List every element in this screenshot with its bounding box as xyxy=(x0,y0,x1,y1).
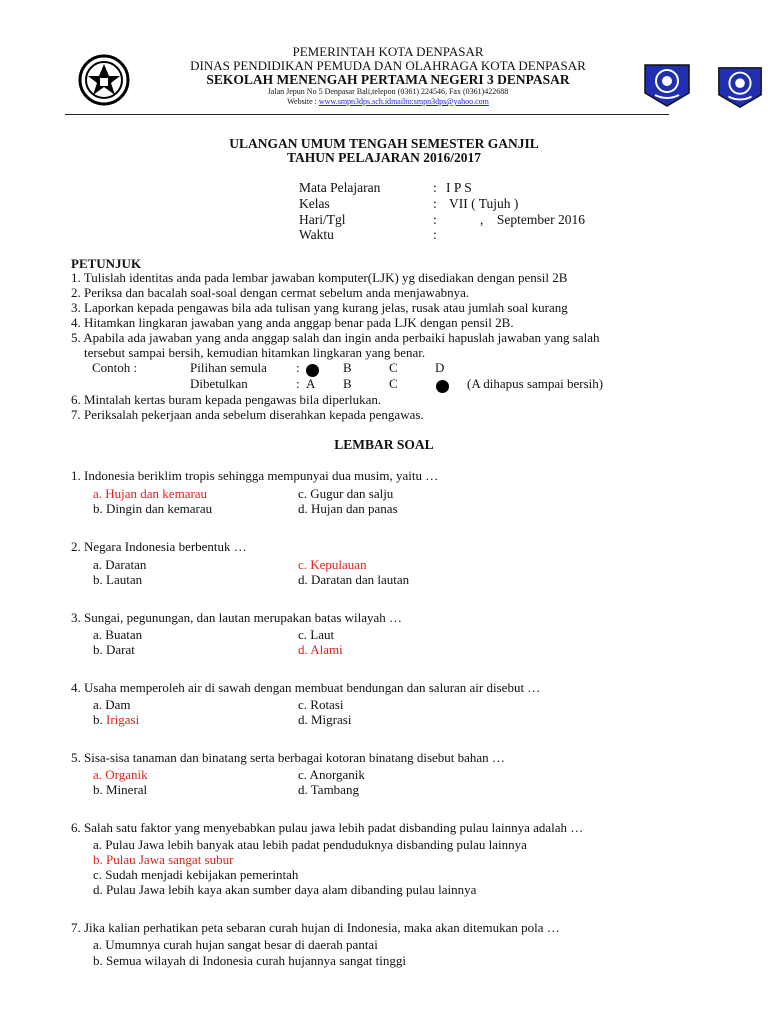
instruction-item: tersebut sampai bersih, kemudian hitamkan lingkaran yang benar. xyxy=(84,345,426,360)
school-emblem-icon xyxy=(641,63,693,108)
answer-option: d. Alami xyxy=(298,642,343,657)
header-divider xyxy=(65,114,669,115)
header-website: Website : www.smpn3dps.sch.idmailto:smpn3dps@yahoo.com xyxy=(287,97,489,106)
option-b-label: B xyxy=(343,360,352,375)
answer-option: d. Tambang xyxy=(298,782,359,797)
answer-option: a. Hujan dan kemarau xyxy=(93,486,208,501)
dibetulkan-colon: : xyxy=(296,376,300,391)
question-text: 1. Indonesia beriklim tropis sehingga mempunyai dua musim, yaitu … xyxy=(71,468,439,483)
info-value: I P S xyxy=(446,180,472,195)
header-department: DINAS PENDIDIKAN PEMUDA DAN OLAHRAGA KOTA DENPASAR xyxy=(190,58,586,73)
instruction-item: 2. Periksa dan bacalah soal-soal dengan cermat sebelum anda menjawabnya. xyxy=(71,285,470,300)
answer-option: a. Umumnya curah hujan sangat besar di daerah pantai xyxy=(93,937,378,952)
dibetulkan-label: Dibetulkan xyxy=(190,376,248,391)
info-colon: : xyxy=(433,196,437,211)
info-label: Kelas xyxy=(299,196,330,211)
info-value: , September 2016 xyxy=(480,212,585,227)
instruction-item: 1. Tulislah identitas anda pada lembar jawaban komputer(LJK) yg disediakan dengan pensil 2B xyxy=(71,270,568,285)
answer-option: a. Pulau Jawa lebih banyak atau lebih padat penduduknya disbanding pulau lainnya xyxy=(93,837,527,852)
answer-option: d. Daratan dan lautan xyxy=(298,572,410,587)
instruction-item: 6. Mintalah kertas buram kepada pengawas bila diperlukan. xyxy=(71,392,382,407)
answer-option: a. Organik xyxy=(93,767,148,782)
answer-option: c. Sudah menjadi kebijakan pemerintah xyxy=(93,867,299,882)
exam-year: TAHUN PELAJARAN 2016/2017 xyxy=(286,150,481,165)
info-colon: : xyxy=(433,227,437,242)
option-c-label: C xyxy=(389,360,398,375)
instruction-item: 5. Apabila ada jawaban yang anda anggap salah dan ingin anda perbaiki hapuslah jawaban yang salah xyxy=(71,330,600,345)
instruction-item: 4. Hitamkan lingkaran jawaban yang anda anggap benar pada LJK dengan pensil 2B. xyxy=(71,315,514,330)
email-link[interactable]: mailto:smpn3dps@yahoo.com xyxy=(391,97,489,106)
answer-option: c. Gugur dan salju xyxy=(298,486,394,501)
info-label: Waktu xyxy=(299,227,334,242)
info-colon: : xyxy=(433,212,437,227)
answer-option: d. Pulau Jawa lebih kaya akan sumber daya alam dibanding pulau lainnya xyxy=(93,882,477,897)
instruction-item: 7. Periksalah pekerjaan anda sebelum diserahkan kepada pengawas. xyxy=(71,407,424,422)
answer-option: b. Semua wilayah di Indonesia curah hujannya sangat tinggi xyxy=(93,953,407,968)
info-label: Hari/Tgl xyxy=(299,212,346,227)
answer-option: b. Mineral xyxy=(93,782,148,797)
info-colon: : xyxy=(433,180,437,195)
info-value: VII ( Tujuh ) xyxy=(449,196,519,211)
info-label: Mata Pelajaran xyxy=(299,180,381,195)
header-government: PEMERINTAH KOTA DENPASAR xyxy=(292,44,484,59)
answer-option: c. Anorganik xyxy=(298,767,365,782)
question-text: 6. Salah satu faktor yang menyebabkan pulau jawa lebih padat disbanding pulau lainnya adalah … xyxy=(71,820,584,835)
lembar-soal-heading: LEMBAR SOAL xyxy=(334,437,434,452)
question-text: 3. Sungai, pegunungan, dan lautan merupakan batas wilayah … xyxy=(71,610,403,625)
header-address: Jalan Jepun No 5 Denpasar Bali,telepon (0361) 224546, Fax (0361)422688 xyxy=(267,87,509,96)
question-text: 2. Negara Indonesia berbentuk … xyxy=(71,539,247,554)
garuda-emblem-icon xyxy=(76,54,132,106)
answer-option: d. Migrasi xyxy=(298,712,352,727)
answer-option: b. Darat xyxy=(93,642,135,657)
semula-colon: : xyxy=(296,360,300,375)
question-text: 4. Usaha memperoleh air di sawah dengan membuat bendungan dan saluran air disebut … xyxy=(71,680,541,695)
option-c-label: C xyxy=(389,376,398,391)
answer-option: c. Laut xyxy=(298,627,335,642)
answer-option: b. Irigasi xyxy=(93,712,140,727)
semula-label: Pilihan semula xyxy=(190,360,267,375)
school-emblem-icon xyxy=(715,65,765,110)
petunjuk-heading: PETUNJUK xyxy=(71,256,142,271)
answer-option: b. Dingin dan kemarau xyxy=(93,501,213,516)
contoh-label: Contoh : xyxy=(92,360,138,375)
option-a-label: A xyxy=(306,376,316,391)
exam-title: ULANGAN UMUM TENGAH SEMESTER GANJIL xyxy=(229,136,539,151)
answer-option: d. Hujan dan panas xyxy=(298,501,398,516)
answer-option: c. Rotasi xyxy=(298,697,344,712)
option-b-label: B xyxy=(343,376,352,391)
instruction-item: 3. Laporkan kepada pengawas bila ada tulisan yang kurang jelas, rusak atau jumlah soal kurang xyxy=(71,300,568,315)
answer-option: a. Buatan xyxy=(93,627,143,642)
answer-option: c. Kepulauan xyxy=(298,557,367,572)
filled-bubble-icon xyxy=(436,378,449,396)
contoh-note: (A dihapus sampai bersih) xyxy=(467,376,604,391)
question-text: 7. Jika kalian perhatikan peta sebaran curah hujan di Indonesia, maka akan ditemukan pola … xyxy=(71,920,560,935)
answer-option: b. Pulau Jawa sangat subur xyxy=(93,852,234,867)
answer-option: a. Dam xyxy=(93,697,131,712)
option-d-label: D xyxy=(435,360,445,375)
answer-option: b. Lautan xyxy=(93,572,143,587)
website-link[interactable]: www.smpn3dps.sch.id xyxy=(318,97,392,106)
question-text: 5. Sisa-sisa tanaman dan binatang serta berbagai kotoran binatang disebut bahan … xyxy=(71,750,505,765)
answer-option: a. Daratan xyxy=(93,557,147,572)
header-school-name: SEKOLAH MENENGAH PERTAMA NEGERI 3 DENPASAR xyxy=(206,72,570,87)
